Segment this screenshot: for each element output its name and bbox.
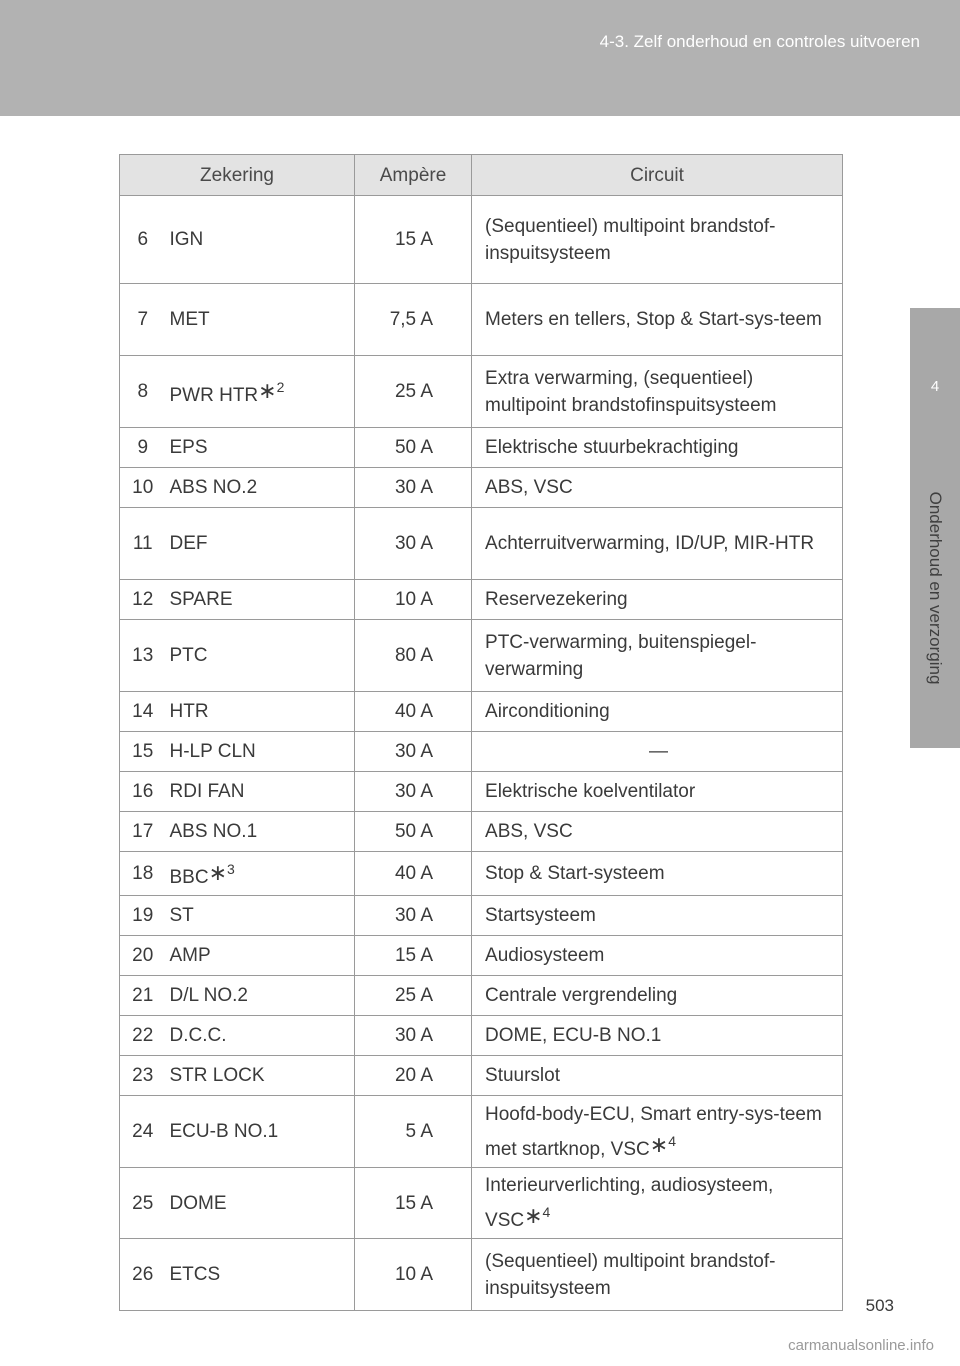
table-row (120, 620, 843, 692)
header-zekering: Zekering (120, 155, 355, 196)
table-row (120, 1096, 843, 1168)
fuse-ampere (355, 468, 472, 508)
fuse-number (120, 896, 166, 936)
fuse-circuit-text: Audiosysteem (485, 945, 605, 966)
fuse-circuit-text: Achterruitverwarming, ID/UP, MIR-HTR (485, 533, 815, 554)
fuse-number-text: 6 (137, 229, 149, 250)
fuse-circuit-text: DOME, ECU-B NO.1 (485, 1025, 662, 1046)
watermark: carmanualsonline.info (788, 1337, 934, 1354)
fuse-name (166, 936, 355, 976)
fuse-circuit (472, 1239, 843, 1311)
fuse-ampere-text: 30 A (394, 477, 434, 498)
table-row (120, 508, 843, 580)
fuse-circuit-text: Meters en tellers, Stop & Start-sys-teem (485, 309, 822, 330)
fuse-name-text: DEF (169, 533, 208, 554)
fuse-ampere-text: 30 A (394, 741, 434, 762)
fuse-circuit-text: — (649, 741, 669, 762)
fuse-ampere (355, 936, 472, 976)
fuse-ampere-text: 30 A (394, 1025, 434, 1046)
footnote-number: 4 (668, 1132, 676, 1149)
table-row (120, 936, 843, 976)
fuse-name (166, 852, 355, 896)
table-row (120, 772, 843, 812)
fuse-name-text: ST (169, 905, 194, 926)
fuse-number (120, 356, 166, 428)
fuse-ampere (355, 1096, 472, 1168)
fuse-ampere (355, 620, 472, 692)
footnote-number: 4 (542, 1204, 551, 1220)
chapter-side-tab (910, 308, 960, 748)
fuse-number (120, 852, 166, 896)
footnote-number: 3 (227, 861, 235, 877)
fuse-number-text: 11 (132, 533, 153, 554)
fuse-name (166, 1239, 355, 1311)
fuse-circuit-text: Hoofd-body-ECU, Smart entry-sys-teem met startknop, VSC (485, 1103, 822, 1160)
footnote-marker (208, 860, 235, 888)
table-header-row (120, 155, 843, 196)
fuse-number-text: 13 (132, 645, 154, 666)
fuse-name-text: SPARE (169, 589, 233, 610)
fuse-name (166, 580, 355, 620)
fuse-circuit (472, 812, 843, 852)
fuse-number-text: 17 (132, 821, 154, 842)
fuse-ampere-text: 25 A (394, 381, 434, 402)
fuse-ampere-text: 15 A (394, 229, 434, 250)
fuse-circuit-text: Elektrische koelventilator (485, 781, 696, 802)
table-row (120, 468, 843, 508)
fuse-circuit (472, 1016, 843, 1056)
fuse-number-text: 21 (132, 985, 154, 1006)
table-row (120, 1168, 843, 1239)
fuse-ampere (355, 1239, 472, 1311)
fuse-name-text: MET (169, 309, 210, 330)
fuse-number-text: 7 (137, 309, 149, 330)
fuse-circuit (472, 772, 843, 812)
footnote-marker (524, 1203, 551, 1231)
table-row (120, 692, 843, 732)
table-row (120, 852, 843, 896)
footnote-marker (649, 1131, 676, 1160)
fuse-number (120, 1239, 166, 1311)
fuse-circuit (472, 428, 843, 468)
fuse-number (120, 468, 166, 508)
header-circuit: Circuit (472, 155, 843, 196)
fuse-number-text: 9 (137, 437, 149, 458)
fuse-ampere (355, 284, 472, 356)
fuse-number (120, 620, 166, 692)
fuse-circuit (472, 732, 843, 772)
fuse-circuit-text: Interieurverlichting, audiosysteem, VSC (485, 1175, 774, 1231)
fuse-circuit-text: Elektrische stuurbekrachtiging (485, 437, 739, 458)
fuse-circuit-text: Extra verwarming, (sequentieel) multipoint brandstofinspuitsysteem (485, 367, 777, 416)
fuse-ampere (355, 1016, 472, 1056)
fuse-ampere-text: 30 A (394, 533, 434, 554)
fuse-number-text: 24 (132, 1121, 154, 1142)
fuse-name-text: STR LOCK (169, 1065, 265, 1086)
fuse-name-text: PWR HTR (169, 385, 259, 406)
fuse-name (166, 1096, 355, 1168)
page-number: 503 (865, 1296, 894, 1315)
fuse-name-text: EPS (169, 437, 208, 458)
fuse-ampere (355, 692, 472, 732)
fuse-number-text: 12 (132, 589, 154, 610)
fuse-ampere (355, 896, 472, 936)
fuse-number-text: 8 (137, 381, 149, 402)
fuse-number (120, 976, 166, 1016)
fuse-circuit (472, 196, 843, 284)
fuse-number (120, 1056, 166, 1096)
fuse-circuit (472, 508, 843, 580)
fuse-name (166, 1056, 355, 1096)
table-row (120, 1239, 843, 1311)
fuse-name (166, 508, 355, 580)
fuse-circuit (472, 620, 843, 692)
fuse-name-text: IGN (169, 229, 204, 250)
fuse-name (166, 732, 355, 772)
fuse-name (166, 772, 355, 812)
fuse-name-text: ABS NO.1 (169, 821, 258, 842)
fuse-ampere-text: 40 A (394, 701, 434, 722)
asterisk-icon: ∗ (208, 860, 228, 885)
chapter-header (0, 0, 960, 116)
fuse-circuit (472, 976, 843, 1016)
fuse-number (120, 772, 166, 812)
fuse-ampere-text: 10 A (394, 589, 434, 610)
fuse-circuit (472, 852, 843, 896)
fuse-number (120, 196, 166, 284)
fuse-circuit-text: Stop & Start-systeem (485, 863, 665, 884)
fuse-ampere-text: 20 A (394, 1065, 434, 1086)
fuse-ampere (355, 812, 472, 852)
fuse-ampere (355, 772, 472, 812)
asterisk-icon: ∗ (524, 1203, 543, 1228)
fuse-circuit (472, 1056, 843, 1096)
fuse-number-text: 20 (132, 945, 154, 966)
fuse-circuit (472, 356, 843, 428)
fuse-ampere-text: 7,5 A (389, 309, 434, 330)
fuse-number-text: 16 (132, 781, 154, 802)
fuse-number (120, 1096, 166, 1168)
fuse-ampere (355, 1056, 472, 1096)
fuse-name (166, 692, 355, 732)
fuse-circuit-text: Centrale vergrendeling (485, 985, 678, 1006)
fuse-circuit (472, 692, 843, 732)
table-row (120, 356, 843, 428)
fuse-ampere-text: 50 A (394, 437, 434, 458)
fuse-circuit-text: Reservezekering (485, 589, 628, 610)
fuse-number (120, 284, 166, 356)
fuse-name (166, 1168, 355, 1239)
fuse-circuit-text: ABS, VSC (485, 477, 573, 498)
fuse-number-text: 10 (132, 477, 154, 498)
fuse-ampere (355, 356, 472, 428)
fuse-number-text: 19 (132, 905, 154, 926)
table-row (120, 196, 843, 284)
fuse-ampere (355, 1168, 472, 1239)
fuse-ampere-text: 50 A (394, 821, 434, 842)
fuse-name-text: HTR (169, 701, 209, 722)
fuse-circuit-text: Stuurslot (485, 1065, 560, 1086)
chapter-label: Onderhoud en verzorging (926, 491, 945, 685)
fuse-name (166, 284, 355, 356)
table-row (120, 284, 843, 356)
asterisk-icon: ∗ (649, 1131, 669, 1157)
table-row (120, 896, 843, 936)
fuse-ampere (355, 852, 472, 896)
fuse-name (166, 976, 355, 1016)
fuse-number (120, 508, 166, 580)
asterisk-icon: ∗ (258, 378, 277, 403)
fuse-circuit-text: (Sequentieel) multipoint brandstof-inspuitsysteem (485, 215, 776, 264)
fuse-number (120, 1168, 166, 1239)
fuse-name (166, 468, 355, 508)
fuse-number-text: 23 (132, 1065, 154, 1086)
table-row (120, 812, 843, 852)
fuse-name-text: H-LP CLN (169, 741, 256, 762)
fuse-ampere-text: 15 A (394, 1192, 434, 1214)
fuse-number (120, 812, 166, 852)
fuse-ampere-text: 30 A (394, 905, 434, 926)
table-row (120, 732, 843, 772)
fuse-number-text: 18 (132, 863, 154, 884)
fuse-circuit (472, 468, 843, 508)
fuse-number (120, 428, 166, 468)
fuse-circuit-text: (Sequentieel) multipoint brandstof-inspuitsysteem (485, 1250, 776, 1299)
fuse-ampere-text: 15 A (394, 945, 434, 966)
fuse-ampere (355, 580, 472, 620)
fuse-number (120, 936, 166, 976)
table-row (120, 976, 843, 1016)
fuse-ampere-text: 25 A (394, 985, 434, 1006)
fuse-ampere (355, 196, 472, 284)
fuse-name (166, 196, 355, 284)
fuse-number (120, 1016, 166, 1056)
fuse-ampere-text: 10 A (394, 1264, 434, 1285)
fuse-number-text: 14 (132, 701, 154, 722)
fuse-ampere-text: 80 A (394, 645, 434, 666)
fuse-number (120, 732, 166, 772)
fuse-circuit-text: Startsysteem (485, 905, 596, 926)
table-row (120, 1016, 843, 1056)
fuse-circuit (472, 1096, 843, 1168)
fuse-name-text: D/L NO.2 (169, 985, 248, 1006)
fuse-circuit (472, 284, 843, 356)
chapter-number: 4 (930, 378, 940, 395)
fuse-name (166, 356, 355, 428)
fuse-circuit (472, 896, 843, 936)
fuse-name (166, 428, 355, 468)
fuse-number-text: 22 (132, 1025, 154, 1046)
fuse-ampere (355, 428, 472, 468)
fuse-name-text: BBC (169, 867, 209, 888)
fuse-ampere-text: 30 A (394, 781, 434, 802)
fuse-number (120, 580, 166, 620)
fuse-ampere (355, 508, 472, 580)
fuse-ampere (355, 732, 472, 772)
fuse-name-text: PTC (169, 645, 208, 666)
fuse-number-text: 25 (132, 1192, 154, 1214)
fuse-name-text: RDI FAN (169, 781, 245, 802)
fuse-circuit-text: ABS, VSC (485, 821, 573, 842)
fuse-table (119, 154, 843, 1311)
fuse-circuit (472, 580, 843, 620)
fuse-name-text: D.C.C. (169, 1025, 227, 1046)
header-ampere: Ampère (355, 155, 472, 196)
fuse-name (166, 620, 355, 692)
fuse-number (120, 692, 166, 732)
fuse-circuit (472, 936, 843, 976)
fuse-name (166, 812, 355, 852)
fuse-ampere-text: 5 A (405, 1121, 434, 1142)
fuse-name-text: DOME (169, 1192, 227, 1214)
fuse-number-text: 15 (132, 741, 154, 762)
fuse-name-text: ETCS (169, 1264, 221, 1285)
fuse-name (166, 896, 355, 936)
footnote-number: 2 (276, 379, 285, 395)
fuse-number-text: 26 (132, 1264, 154, 1285)
fuse-ampere (355, 976, 472, 1016)
fuse-name (166, 1016, 355, 1056)
fuse-ampere-text: 40 A (394, 863, 434, 884)
fuse-circuit (472, 1168, 843, 1239)
fuse-circuit-text: Airconditioning (485, 701, 610, 722)
fuse-name-text: AMP (169, 945, 211, 966)
fuse-name-text: ECU-B NO.1 (169, 1121, 279, 1142)
table-row (120, 580, 843, 620)
fuse-circuit-text: PTC-verwarming, buitenspiegel-verwarming (485, 631, 757, 680)
table-row (120, 428, 843, 468)
fuse-name-text: ABS NO.2 (169, 477, 258, 498)
footnote-marker (258, 378, 285, 406)
chapter-title: 4-3. Zelf onderhoud en controles uitvoeren (599, 32, 920, 51)
table-row (120, 1056, 843, 1096)
